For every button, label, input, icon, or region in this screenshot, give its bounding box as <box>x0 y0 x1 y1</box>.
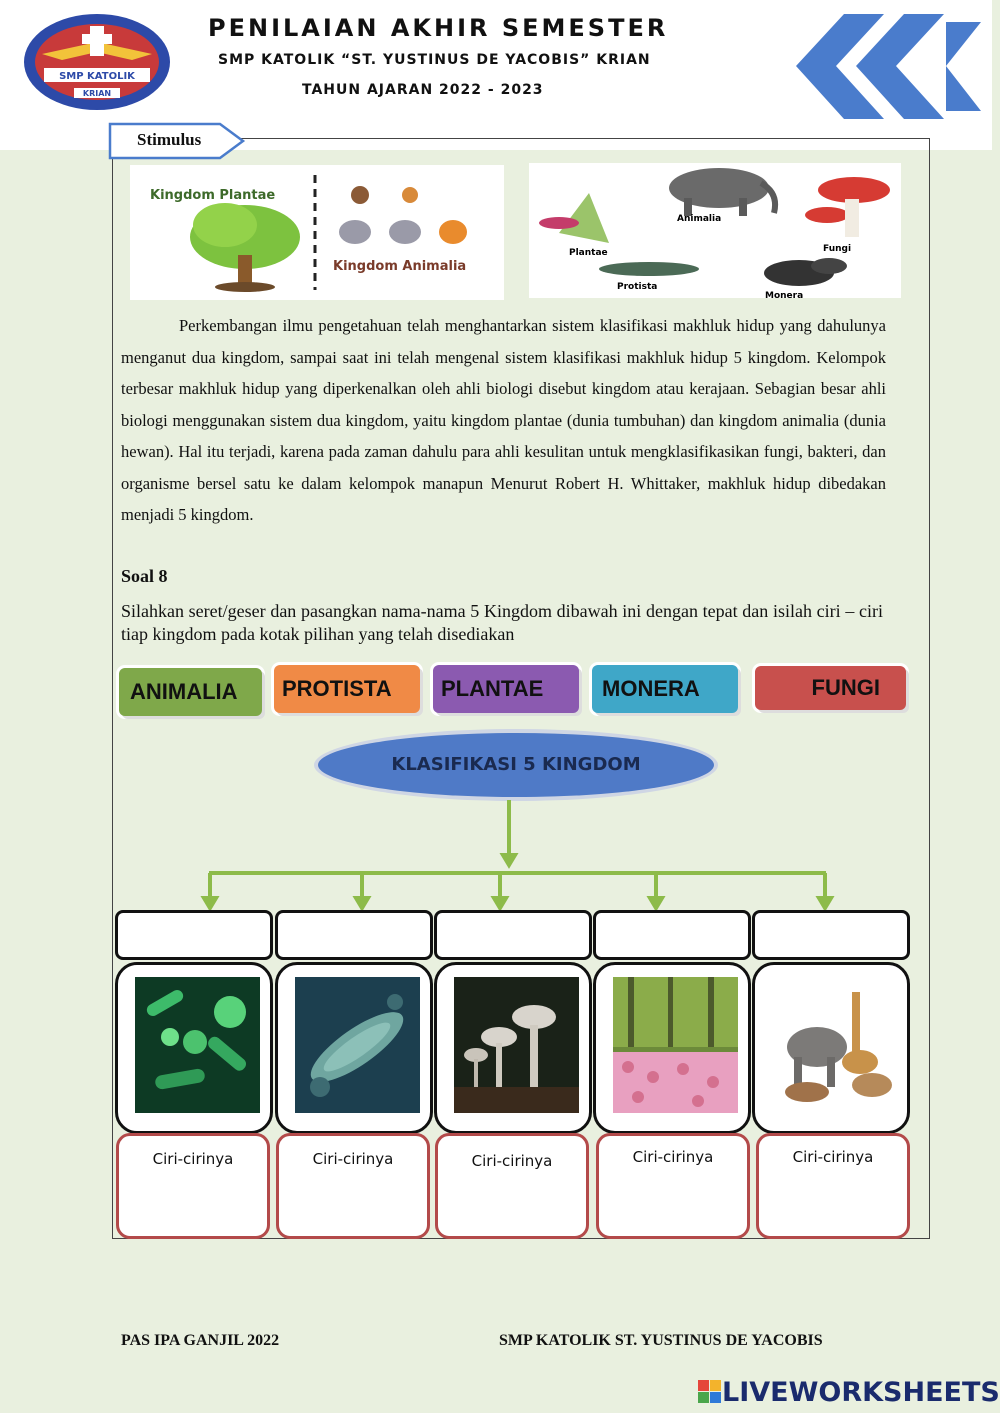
chip-monera-label: MONERA <box>602 676 700 701</box>
drop-box-4[interactable] <box>593 910 751 960</box>
ciri-label-2: Ciri-cirinya <box>312 1150 394 1168</box>
chip-plantae[interactable] <box>433 665 579 713</box>
image-box-bacteria <box>115 962 273 1134</box>
animalia-caption: Animalia <box>677 214 722 224</box>
frame-top-border <box>236 138 929 139</box>
school-logo-icon <box>22 12 172 112</box>
stimulus-paragraph: Perkembangan ilmu pengetahuan telah menghantarkan sistem klasifikasi makhluk hidup yang dahulunya menganut dua kingdom, sampai saat ini telah mengenal sistem klasifikasi makhluk hidup 5 kingdom. Kelompok terbesar makhluk hidup yang diperkenalkan oleh ahli biologi disebut kingdom atau kerajaan. Sebagian besar ahli biologi menggunakan sistem dua kingdom, yaitu kingdom plantae (dunia tumbuhan) dan kingdom animalia (dunia hewan). Hal itu terjadi, karena pada zaman dahulu para ahli kesulitan untuk mengklasifikasikan fungi, bakteri, dan organisme bersel satu ke dalam kelompok manapun Menurut Robert H. Whittaker, makhluk hidup dibedakan menjadi 5 kingdom. <box>121 316 886 524</box>
question-number: Soal 8 <box>121 566 168 586</box>
ciri-box-2[interactable] <box>276 1133 430 1239</box>
ciri-label-4: Ciri-cirinya <box>632 1148 714 1166</box>
kingdom-plantae-label: Kingdom Plantae <box>150 188 276 203</box>
protista-caption: Protista <box>617 282 658 292</box>
academic-year: TAHUN AJARAN 2022 - 2023 <box>302 82 544 98</box>
exam-title: PENILAIAN AKHIR SEMESTER <box>208 14 669 42</box>
image-box-animals <box>752 962 910 1134</box>
school-name: SMP KATOLIK “ST. YUSTINUS DE YACOBIS” KRIAN <box>218 52 651 68</box>
bacteria-image-icon <box>135 977 260 1113</box>
chip-monera[interactable] <box>592 665 738 713</box>
ciri-label-1: Ciri-cirinya <box>152 1150 234 1168</box>
liveworksheets-text: LIVEWORKSHEETS <box>722 1377 1000 1408</box>
monera-caption: Monera <box>765 291 804 298</box>
stimulus-label: Stimulus <box>137 130 202 149</box>
footer-left: PAS IPA GANJIL 2022 <box>121 1332 280 1349</box>
fungi-caption: Fungi <box>823 244 852 254</box>
ciri-box-5[interactable] <box>756 1133 910 1239</box>
two-kingdom-image <box>130 165 504 300</box>
flower-garden-image-icon <box>613 977 738 1113</box>
drop-box-5[interactable] <box>752 910 910 960</box>
drop-box-3[interactable] <box>434 910 592 960</box>
image-box-protist <box>275 962 433 1134</box>
animals-image-icon <box>772 977 897 1113</box>
ciri-box-1[interactable] <box>116 1133 270 1239</box>
drop-box-2[interactable] <box>275 910 433 960</box>
chip-protista[interactable] <box>274 665 420 713</box>
chip-animalia-label: ANIMALIA <box>130 679 238 704</box>
ciri-box-3[interactable] <box>435 1133 589 1239</box>
drop-box-1[interactable] <box>115 910 273 960</box>
question-instruction: Silahkan seret/geser dan pasangkan nama-nama 5 Kingdom dibawah ini dengan tepat dan isilah ciri – ciri tiap kingdom pada kotak pilihan yang telah disediakan <box>121 601 883 644</box>
image-box-mushroom <box>434 962 592 1134</box>
double-chevron-left-icon <box>796 14 981 119</box>
diagram-root: KLASIFIKASI 5 KINGDOM <box>318 733 714 797</box>
chip-animalia[interactable] <box>119 668 262 716</box>
chip-protista-label: PROTISTA <box>282 676 392 701</box>
ciri-label-3: Ciri-cirinya <box>471 1152 553 1170</box>
liveworksheets-logo-icon <box>698 1380 722 1404</box>
chip-plantae-label: PLANTAE <box>441 676 544 701</box>
chip-fungi[interactable] <box>755 666 906 710</box>
chip-fungi-label: FUNGI <box>811 675 880 700</box>
liveworksheets-brand[interactable] <box>698 1377 1000 1408</box>
ciri-box-4[interactable] <box>596 1133 750 1239</box>
protist-image-icon <box>295 977 420 1113</box>
kingdom-animalia-label: Kingdom Animalia <box>333 259 467 274</box>
ciri-label-5: Ciri-cirinya <box>792 1148 874 1166</box>
logo-text-bottom: KRIAN <box>82 89 112 98</box>
footer-right: SMP KATOLIK ST. YUSTINUS DE YACOBIS <box>499 1332 823 1349</box>
logo-text-top: SMP KATOLIK <box>59 71 135 82</box>
image-box-flowers <box>593 962 751 1134</box>
plantae-caption: Plantae <box>569 248 608 258</box>
mushroom-image-icon <box>454 977 579 1113</box>
five-kingdom-image <box>529 163 901 298</box>
